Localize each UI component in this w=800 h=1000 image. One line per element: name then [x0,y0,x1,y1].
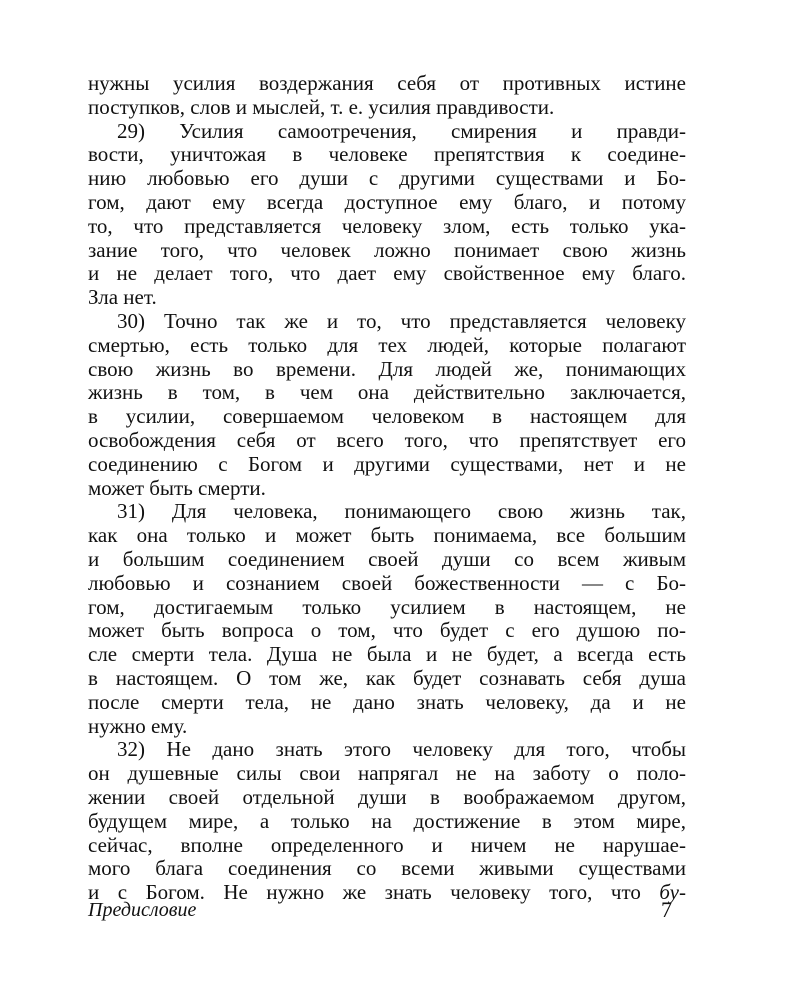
text-line: может быть вопроса о том, что будет с его душою по- [88,618,686,643]
text-line: нужно ему. [88,713,188,738]
paragraph-31-start: 31) Для человека, понимающего свою жизнь так, [117,499,686,524]
text-line: сле смерти тела. Душа не была и не будет, а всегда есть [88,642,686,667]
paragraph-30-start: 30) Точно так же и то, что представляется человеку [117,308,686,333]
text-line: то, что представляется человеку злом, есть только ука- [88,213,686,238]
text-line: любовью и сознанием своей божественности — с Бо- [88,570,686,595]
text-line: свою жизнь во времени. Для людей же, понимающих [88,356,686,381]
italic-hyphenated-fragment: бу- [659,880,686,905]
text-line: и не делает того, что дает ему свойственное ему благо. [88,261,686,286]
text-line: в настоящем. О том же, как будет сознавать себя душа [88,665,686,690]
text-line: после смерти тела, не дано знать человеку, да и не [88,689,686,714]
text-line: будущем мире, а только на достижение в этом мире, [88,808,686,833]
paragraph-29-start: 29) Усилия самоотречения, смирения и правди- [117,118,686,143]
text-line: смертью, есть только для тех людей, которые полагают [88,332,686,357]
text-line: жизнь в том, в чем она действительно заключается, [88,380,686,405]
text-line: как она только и может быть понимаема, все большим [88,523,686,548]
final-line-text: и с Богом. Не нужно же знать человеку того, что [88,880,641,905]
paragraph-32-start: 32) Не дано знать этого человеку для того, чтобы [117,737,686,762]
page-number: 7 [661,897,672,922]
text-line: нию любовью его души с другими существами и Бо- [88,166,686,191]
text-line: зание того, что человек ложно понимает свою жизнь [88,237,686,262]
text-line: и большим соединением своей души со всем живым [88,546,686,571]
text-line: в усилии, совершаемом человеком в настоящем для [88,404,686,429]
text-line: нужны усилия воздержания себя от противных истине [88,71,686,95]
text-line: гом, дают ему всегда доступное ему благо, и потому [88,189,686,214]
text-line: он душевные силы свои напрягал не на заботу о поло- [88,761,686,786]
text-line: гом, достигаемым только усилием в настоящем, не [88,594,686,619]
text-line: поступков, слов и мыслей, т. е. усилия правдивости. [88,94,555,119]
body-text [88,72,686,905]
text-line: освобождения себя от всего того, что препятствует его [88,427,686,452]
text-line: жении своей отдельной души в воображаемом другом, [88,784,686,809]
text-line: Зла нет. [88,285,157,310]
text-line: сейчас, вполне определенного и ничем не нарушае- [88,832,686,857]
text-line: мого блага соединения со всеми живыми существами [88,856,686,881]
page-footer [88,896,672,924]
text-line: вости, уничтожая в человеке препятствия к соедине- [88,142,686,167]
text-line: может быть смерти. [88,475,266,500]
text-line: соединению с Богом и другими существами, нет и не [88,451,686,476]
running-footer-title: Предисловие [88,899,197,921]
